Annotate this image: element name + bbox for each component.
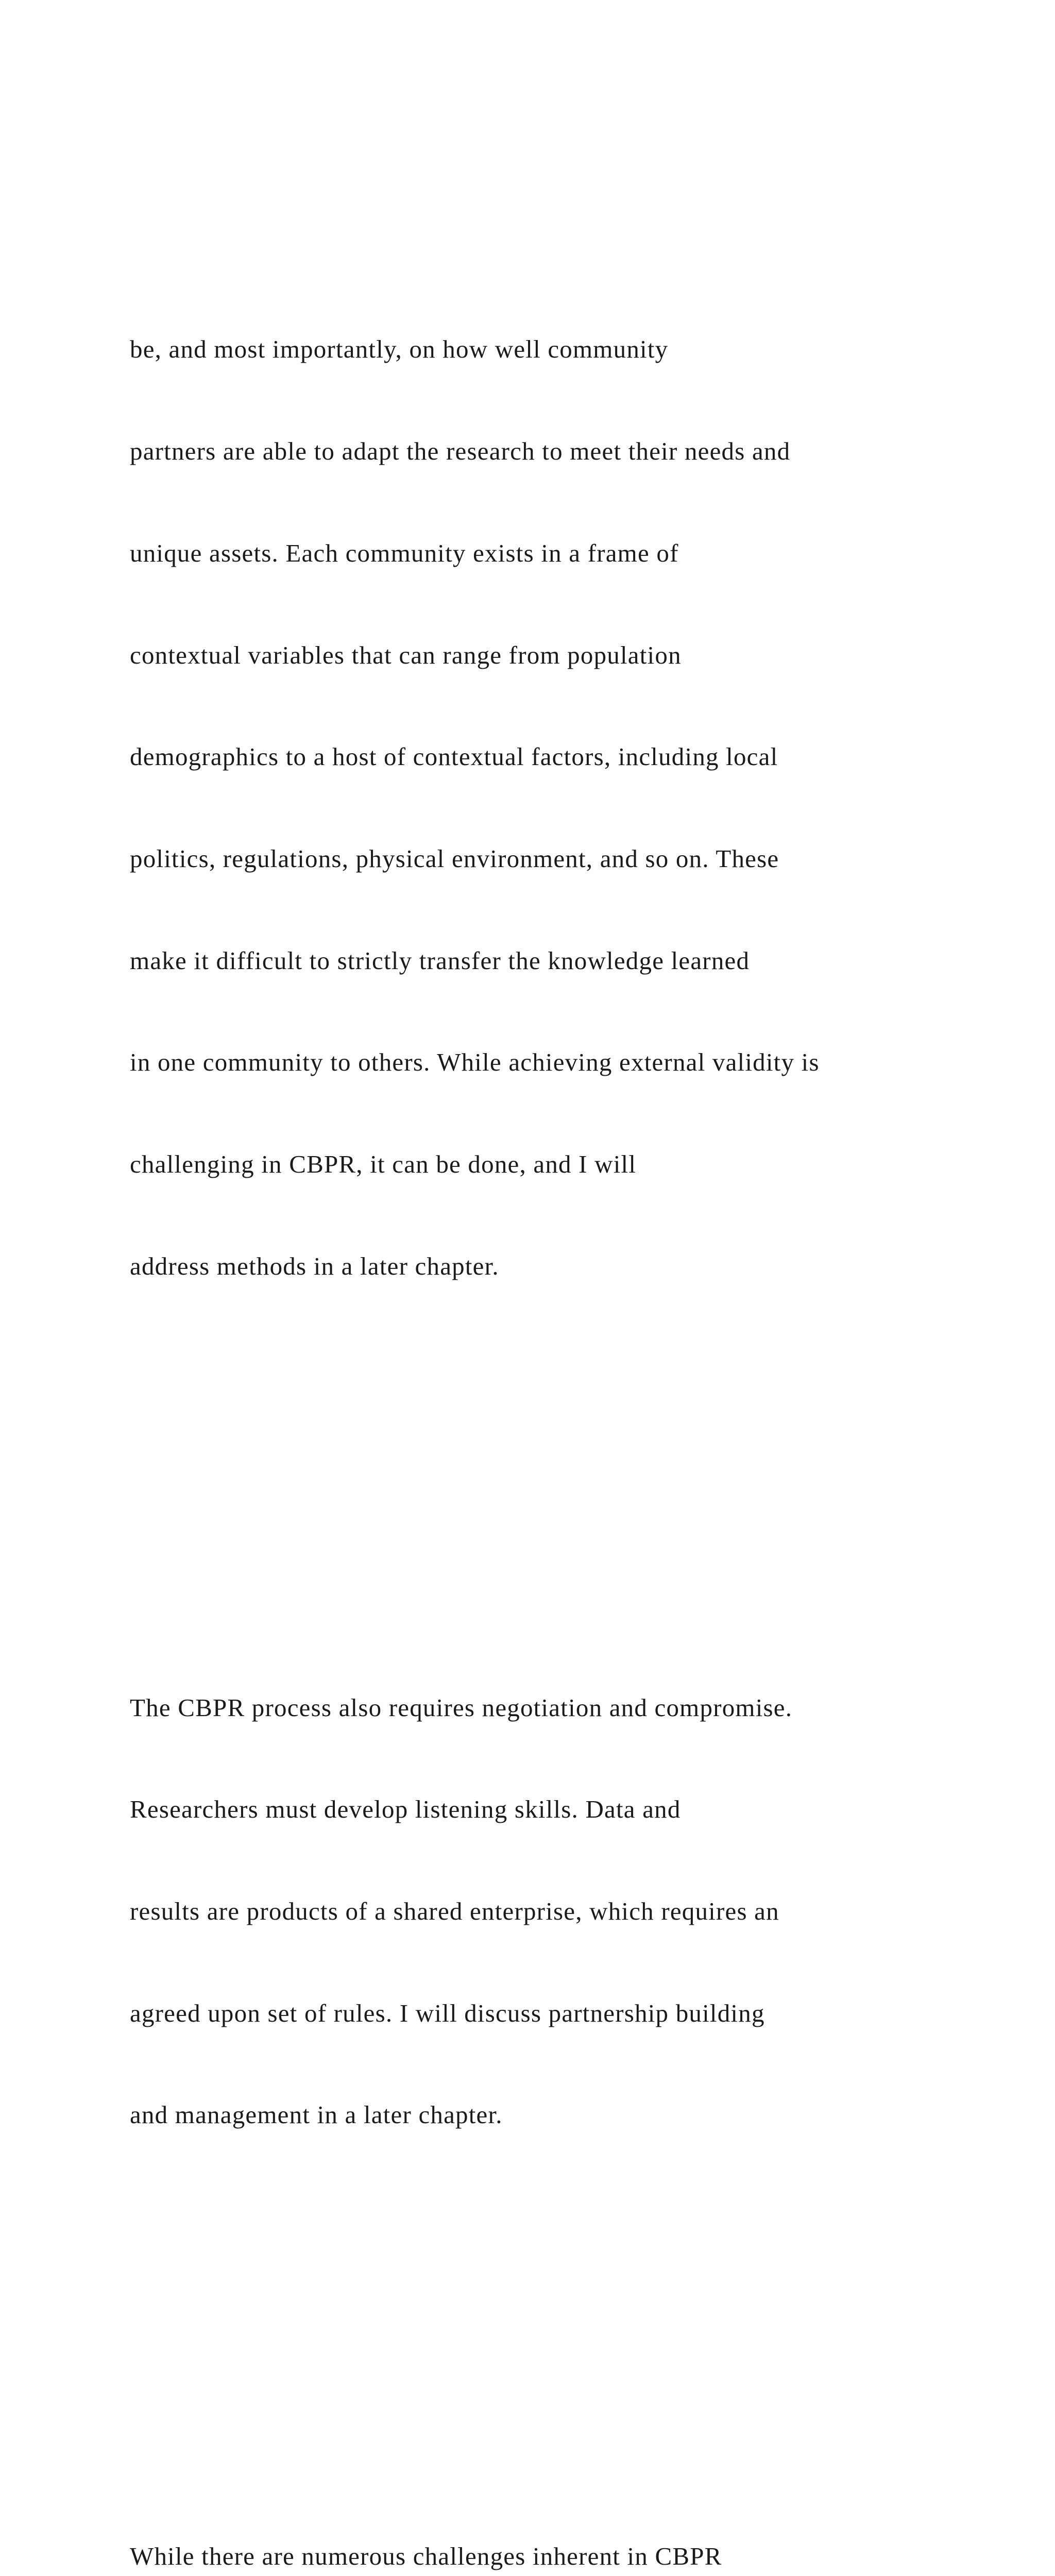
text-line: politics, regulations, physical environment, and so on. These [130,844,779,873]
text-line: results are products of a shared enterprise, which requires an [130,1896,779,1925]
text-line: address methods in a later chapter. [130,1251,499,1280]
text-line: and management in a later chapter. [130,2100,503,2129]
text-line: contextual variables that can range from population [130,640,682,669]
paragraph-2 [130,1623,1006,2200]
text-line: partners are able to adapt the research to meet their needs and [130,437,791,466]
paragraph-spacer [130,2302,1006,2336]
paragraph-3 [130,2471,1006,2576]
text-line: demographics to a host of contextual factors, including local [130,742,778,771]
text-line: agreed upon set of rules. I will discuss partnership building [130,1998,765,2027]
paragraph-spacer [130,1453,1006,1487]
text-line: The CBPR process also requires negotiation and compromise. [130,1693,793,1722]
paragraph-1 [130,265,1006,1351]
text-line: challenging in CBPR, it can be done, and I will [130,1150,637,1179]
text-line: unique assets. Each community exists in a frame of [130,538,679,567]
text-line: in one community to others. While achieving external validity is [130,1048,820,1077]
text-line: make it difficult to strictly transfer the knowledge learned [130,946,750,975]
text-line: While there are numerous challenges inherent in CBPR [130,2542,722,2571]
text-line: Researchers must develop listening skills. Data and [130,1795,681,1824]
text-line: be, and most importantly, on how well community [130,335,669,364]
body-text [130,129,1006,2576]
